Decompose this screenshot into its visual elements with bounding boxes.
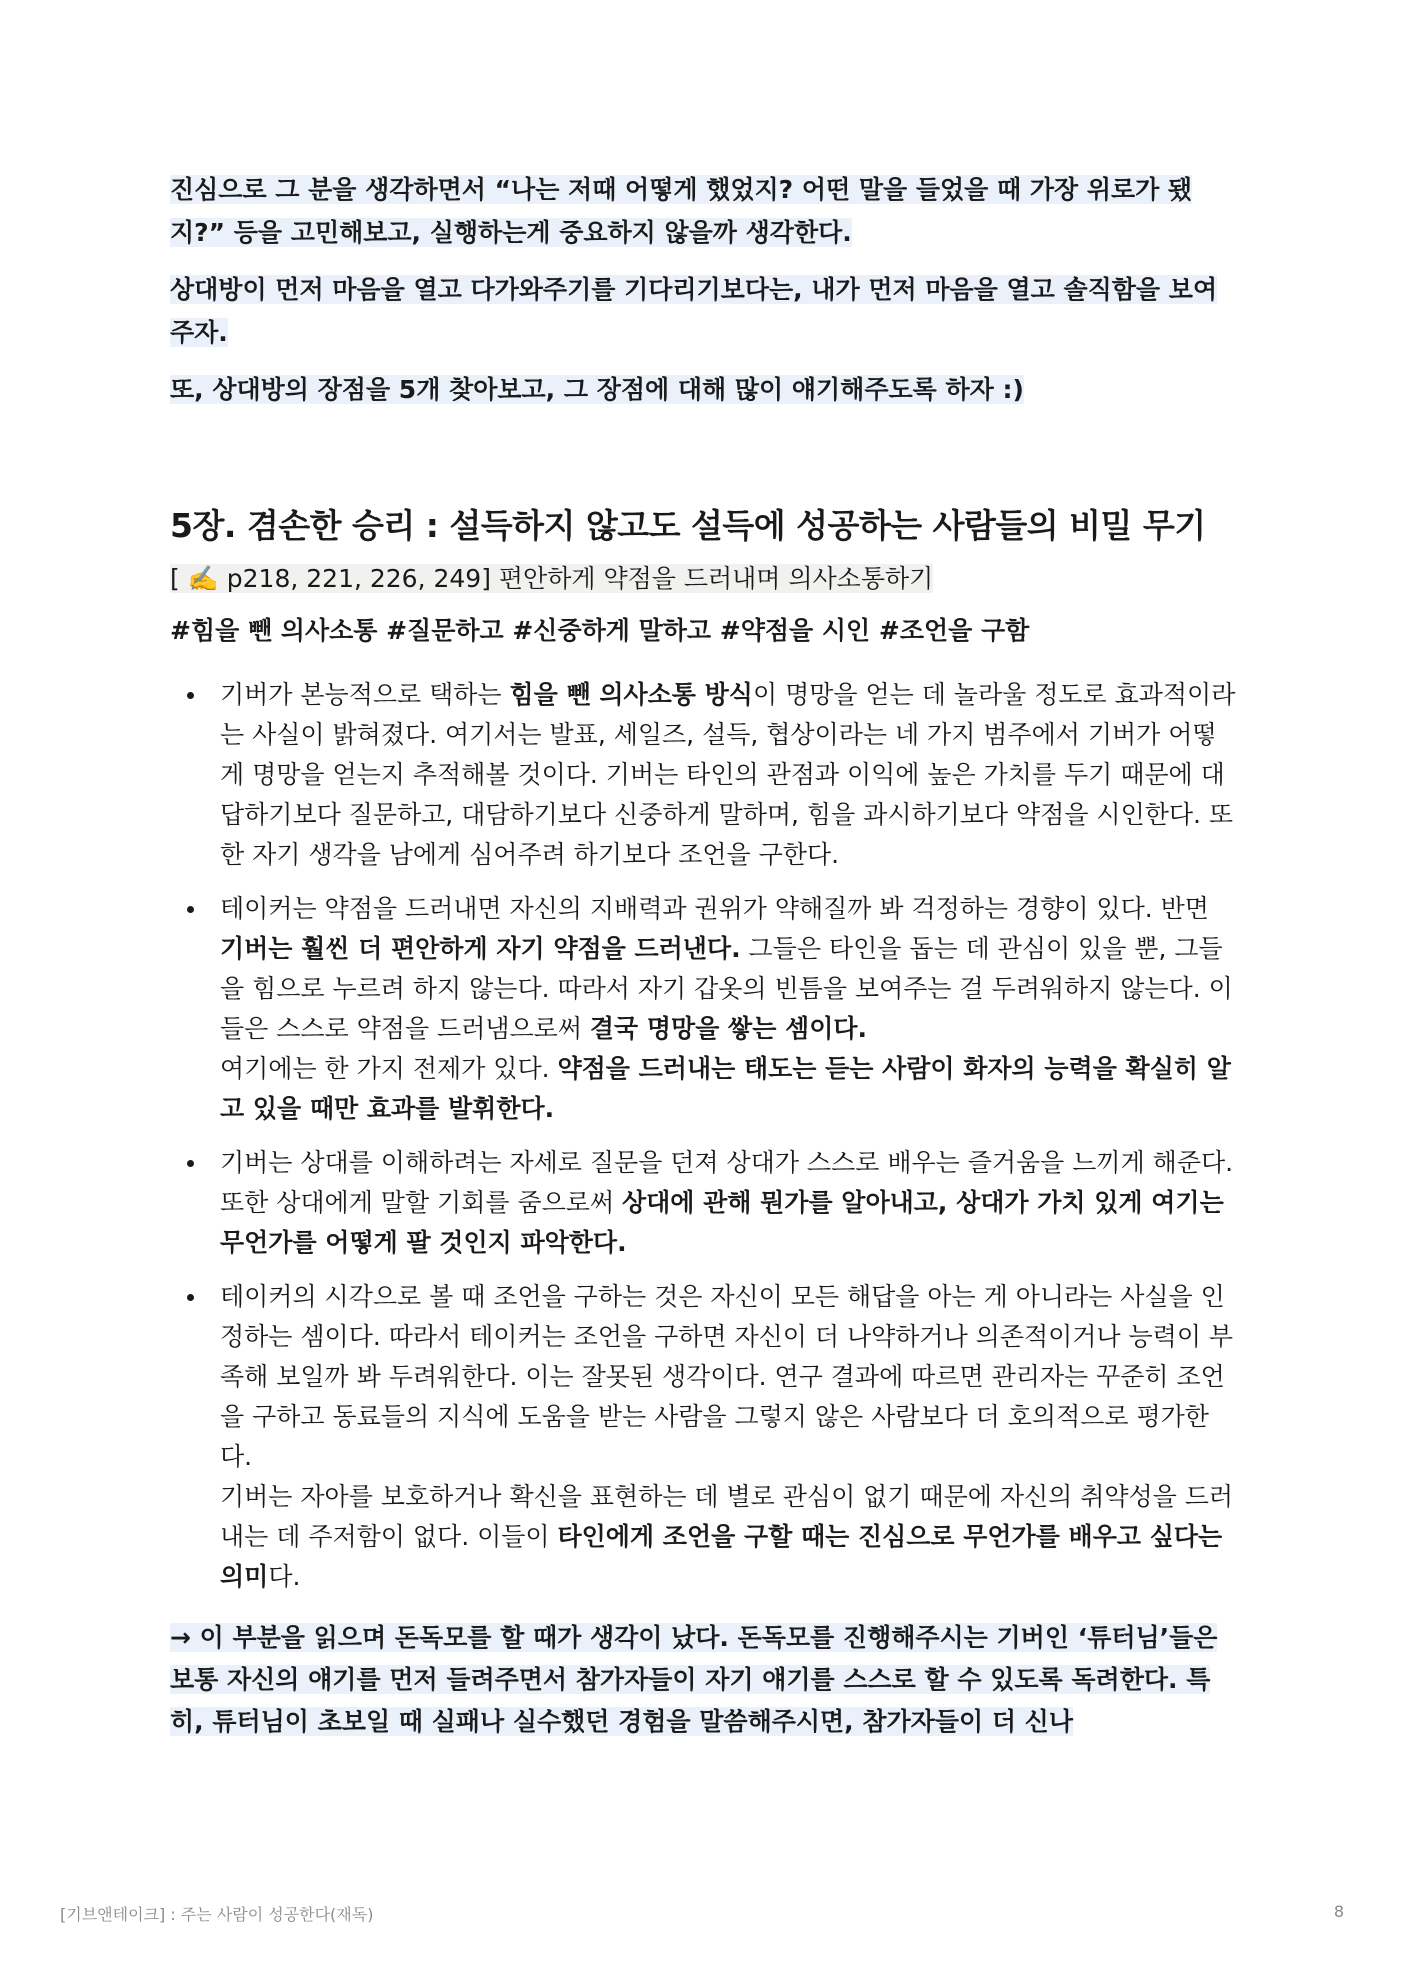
intro-paragraph-3 bbox=[170, 368, 1240, 411]
highlight: 또, 상대방의 장점을 5개 찾아보고, 그 장점에 대해 많이 얘기해주도록 하자 :) bbox=[170, 375, 1024, 404]
bold-text: 힘을 뺀 의사소통 방식 bbox=[509, 680, 753, 709]
bold-text: 결국 명망을 쌓는 셈이다. bbox=[589, 1014, 867, 1043]
text-run: 여기에는 한 가지 전제가 있다. bbox=[220, 1054, 558, 1083]
footer-document-title: [기브앤테이크] : 주는 사람이 성공한다(재독) bbox=[60, 1905, 374, 1924]
text-run: 기버가 본능적으로 택하는 bbox=[220, 680, 510, 709]
text-run: 다. bbox=[268, 1562, 301, 1591]
highlight: 진심으로 그 분을 생각하면서 “나는 저때 어떻게 했었지? 어떤 말을 들었을 때 가장 위로가 됐지?” 등을 고민해보고, 실행하는게 중요하지 않을까 생각한다. bbox=[170, 175, 1193, 247]
hashtags: #힘을 뺀 의사소통 #질문하고 #신중하게 말하고 #약점을 시인 #조언을 구함 bbox=[170, 616, 1030, 645]
intro-section bbox=[170, 168, 1240, 411]
bold-text: 상대에 관해 뭔가를 알아내고, 상대가 가치 있게 여기는 무언가를 어떻게 팔 것인지 파악한다. bbox=[220, 1188, 1224, 1257]
text-run: 테이커는 약점을 드러내면 자신의 지배력과 권위가 약해질까 봐 걱정하는 경향이 있다. 반면 bbox=[220, 894, 1209, 923]
text-run: 기버는 상대를 이해하려는 자세로 질문을 던져 상대가 스스로 배우는 즐거움을 느끼게 해준다. 또한 상대에게 말할 기회를 줌으로써 bbox=[220, 1148, 1234, 1217]
page-footer bbox=[60, 1902, 1344, 1925]
text-run: 그들은 타인을 돕는 데 관심이 있을 뿐, 그들을 힘으로 누르려 하지 않는다. 따라서 자기 갑옷의 빈틈을 보여주는 걸 두려워하지 않는다. 이들은 스스로 약점을 드러냄으로써 bbox=[220, 934, 1233, 1043]
text-run: 기버는 자아를 보호하거나 확신을 표현하는 데 별로 관심이 없기 때문에 자신의 취약성을 드러내는 데 주저함이 없다. 이들이 bbox=[220, 1482, 1234, 1551]
page-reference bbox=[170, 559, 1240, 599]
document-body bbox=[170, 168, 1240, 1768]
text-run: 테이커의 시각으로 볼 때 조언을 구하는 것은 자신이 모든 해답을 아는 게 아니라는 사실을 인정하는 셈이다. 따라서 테이커는 조언을 구하면 자신이 더 나약하거나 의존적이거나 능력이 부족해 보일까 봐 두려워한다. 이는 잘못된 생각이다. 연구 결과에 따르면 관리자는 꾸준히 조언을 구하고 동료들의 지식에 도움을 받는 사람을 그렇지 않은 사람보다 더 호의적으로 평가한다. bbox=[220, 1282, 1234, 1471]
bold-text: 타인에게 조언을 구할 때는 진심으로 무언가를 배우고 싶다는 의미 bbox=[220, 1522, 1223, 1591]
bold-text: 약점을 드러내는 태도는 듣는 사람이 화자의 능력을 확실히 알고 있을 때만 효과를 발휘한다. bbox=[220, 1054, 1231, 1123]
highlight: 상대방이 먼저 마음을 열고 다가와주기를 기다리기보다는, 내가 먼저 마음을 열고 솔직함을 보여주자. bbox=[170, 275, 1218, 347]
highlight: → 이 부분을 읽으며 돈독모를 할 때가 생각이 났다. 돈독모를 진행해주시는 기버인 ‘튜터님’들은 보통 자신의 얘기를 먼저 들려주면서 참가자들이 자기 얘기를 스스로 할 수 있도록 독려한다. 특히, 튜터님이 초보일 때 실패나 실수했던 경험을 말씀해주시면, 참가자들이 더 신나 bbox=[170, 1623, 1218, 1736]
text-run: 이 명망을 얻는 데 놀라울 정도로 효과적이라는 사실이 밝혀졌다. 여기서는 발표, 세일즈, 설득, 협상이라는 네 가지 범주에서 기버가 어떻게 명망을 얻는지 추적해볼 것이다. 기버는 타인의 관점과 이익에 높은 가치를 두기 때문에 대답하기보다 질문하고, 대담하기보다 신중하게 말하며, 힘을 과시하기보다 약점을 시인한다. 또한 자기 생각을 남에게 심어주려 하기보다 조언을 구한다. bbox=[220, 680, 1236, 869]
page-number: 8 bbox=[1333, 1902, 1344, 1921]
bold-text: 기버는 훨씬 더 편안하게 자기 약점을 드러낸다. bbox=[220, 934, 741, 963]
list-item bbox=[170, 675, 1240, 875]
list-item bbox=[170, 889, 1240, 1129]
page-reference-text: [ ✍️ p218, 221, 226, 249] 편안하게 약점을 드러내며 의사소통하기 bbox=[170, 564, 934, 593]
chapter-heading: 5장. 겸손한 승리 : 설득하지 않고도 설득에 성공하는 사람들의 비밀 무기 bbox=[170, 506, 1206, 545]
list-item bbox=[170, 1277, 1240, 1597]
list-item bbox=[170, 1143, 1240, 1263]
intro-paragraph-2 bbox=[170, 268, 1240, 354]
reflection-note bbox=[170, 1617, 1240, 1743]
bullet-list bbox=[170, 675, 1240, 1597]
intro-paragraph-1 bbox=[170, 168, 1240, 254]
